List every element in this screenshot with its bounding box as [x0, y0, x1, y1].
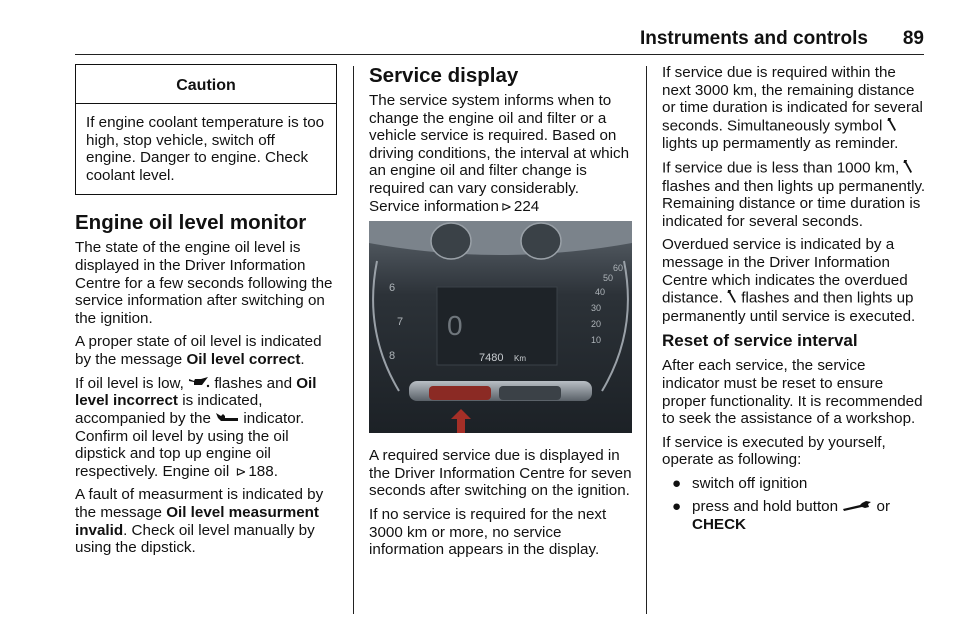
paragraph: After each service, the service indicator must be reset to ensure proper functionality. It is recommended to seek the assistance of a workshop.	[662, 357, 923, 428]
column-divider-2	[646, 66, 647, 614]
odometer-value: 7480	[479, 352, 504, 365]
wrench-icon	[727, 289, 737, 308]
speed-digit: 0	[447, 310, 463, 342]
paragraph: If no service is required for the next 3000 km or more, no service information appears in the display.	[369, 505, 607, 559]
wrench-icon	[887, 117, 897, 136]
gauge-number: 7	[397, 316, 404, 329]
gauge-number: 6	[389, 282, 396, 295]
caution-heading: Caution	[76, 65, 336, 104]
column-divider-1	[353, 66, 354, 614]
gauge-number: 60	[613, 263, 624, 274]
paragraph: A proper state of oil level is indicated by the message Oil level correct.	[75, 333, 322, 368]
caution-box	[75, 64, 337, 195]
paragraph: If service due is required within the next 3000 km, the remaining distance or time duration is indicated for several seconds. Simultaneously symbol lights up permamently as reminder.	[662, 64, 923, 153]
gauge-number: 40	[595, 287, 606, 298]
paragraph: If service due is less than 1000 km, flashes and then lights up permanently. Remaining distance or time duration is indicated for several seconds.	[662, 159, 926, 230]
message-oil-level-invalid: Oil level measurment invalid	[75, 504, 319, 539]
bullet: ●	[672, 498, 682, 516]
triangle-arrow-icon: ⊳	[501, 198, 512, 214]
oil-can-icon	[188, 375, 210, 393]
list-item: ● press and hold button or CHECK	[672, 498, 891, 534]
paragraph: A fault of measurment is indicated by the message Oil level measurment invalid. Check oil level manually by using the dipstick.	[75, 486, 324, 557]
instrument-cluster-image	[369, 221, 632, 433]
message-oil-level-correct: Oil level correct	[186, 350, 301, 368]
gauge-number: 20	[591, 319, 602, 330]
paragraph: The service system informs when to change the engine oil and filter or a vehicle service is required. Based on driving conditions, the interval at which an engine oil and filter change is required can vary considerably. Service information ⊳ 224	[369, 92, 630, 215]
check-label: CHECK	[692, 516, 747, 534]
instruction-list	[662, 475, 926, 534]
wrench-icon	[903, 159, 913, 178]
paragraph: Overdued service is indicated by a message in the Driver Information Centre which indicates the overdued distance. flashes and then lights up permanently until service is executed.	[662, 236, 916, 325]
section-heading-service-display: Service display	[369, 64, 519, 87]
wrench-icon	[842, 499, 872, 517]
oil-pressure-lamp-icon	[215, 410, 239, 428]
page-number: 89	[902, 28, 924, 49]
chapter-title: Instruments and controls	[639, 28, 868, 49]
message-oil-level-incorrect: Oil level incorrect	[75, 374, 317, 410]
paragraph: The state of the engine oil level is displayed in the Driver Information Centre for a few seconds following the service information after switching on the ignition.	[75, 239, 333, 327]
section-heading-reset-service: Reset of service interval	[662, 331, 858, 351]
triangle-arrow-icon: ⊳	[235, 463, 247, 479]
page-reference: 224	[513, 197, 540, 215]
section-heading-oil-level: Engine oil level monitor	[75, 211, 307, 235]
header-rule	[75, 54, 924, 55]
bullet: ●	[672, 474, 682, 492]
column-right	[662, 64, 926, 540]
paragraph: If oil level is low, flashes and Oil level incorrect is indicated, accompanied by the indicator. Confirm oil level by using the oil dipstick and top up engine oil respectively. Engine oil ⊳ 188.	[75, 374, 317, 480]
gauge-number: 10	[591, 335, 602, 346]
page-reference: 188	[248, 462, 274, 480]
odometer-unit: Km	[514, 354, 526, 364]
paragraph: A required service due is displayed in the Driver Information Centre for seven seconds after switching on the ignition.	[369, 447, 632, 500]
paragraph: If service is executed by yourself, operate as following:	[662, 433, 886, 469]
gauge-number: 50	[603, 273, 614, 284]
page-header	[0, 0, 960, 52]
gauge-number: 8	[389, 350, 396, 363]
caution-text: If engine coolant temperature is too high, stop vehicle, switch off engine. Danger to engine. Check coolant level.	[86, 114, 325, 184]
column-left	[75, 64, 339, 563]
column-middle	[369, 64, 632, 565]
gauge-number: 30	[591, 303, 602, 314]
list-item: ● switch off ignition	[672, 474, 808, 492]
